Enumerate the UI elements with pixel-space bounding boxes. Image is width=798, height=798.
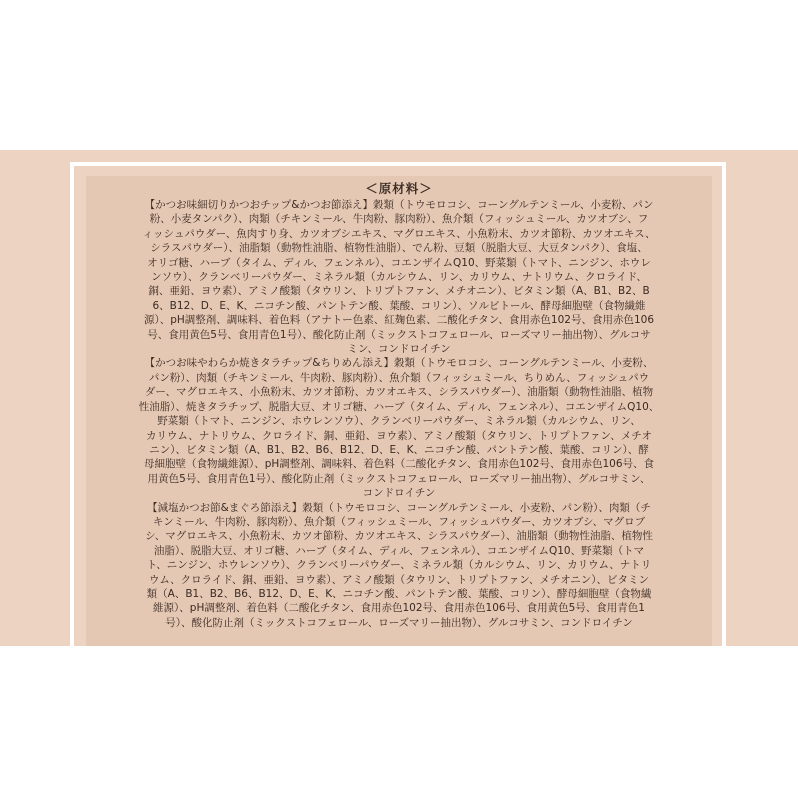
text-line: 号、食用黄色5号、食用青色1号）、酸化防止剤（ミックストコフェロール、ローズマリー抽出物）、グルコサ <box>147 328 651 341</box>
text-line: 類（A、B1、B2、B6、B12、D、E、K、ニコチン酸、パントテン酸、葉酸、コリン）、酵母細胞壁（食物繊 <box>146 587 652 600</box>
ingredients-content <box>138 180 660 630</box>
text-line: 維源）、pH調整剤、着色料（二酸化チタン、食用赤色102号、食用赤色106号、食用黄色5号、食用青色1 <box>153 602 645 615</box>
text-line: 銅、亜鉛、ヨウ素）、アミノ酸類（タウリン、トリプトファン、メチオニン）、ビタミン類（A、B1、B2、B <box>148 285 650 298</box>
text-line: 粉、小麦タンパク）、肉類（チキンミール、牛肉粉、豚肉粉）、魚介類（フィッシュミール、カツオブシ、フ <box>149 213 649 226</box>
text-line: 【減塩かつお節&まぐろ節添え】穀類（トウモロコシ、コーングルテンミール、小麦粉、パン粉）、肉類（チ <box>147 501 651 514</box>
text-line: 源）、pH調整剤、調味料、着色料（アナトー色素、紅麹色素、二酸化チタン、食用赤色102号、食用赤色106 <box>143 314 655 327</box>
text-line: 【かつお味やわらか焼きタラチップ&ちりめん添え】穀類（トウモロコシ、コーングルテンミール、小麦粉、 <box>144 357 654 370</box>
text-line: ィッシュパウダー、魚肉すり身、カツオブシエキス、マグロエキス、小魚粉末、カツオ節粉、カツオエキス、 <box>142 227 656 240</box>
text-line: ウム、クロライド、銅、亜鉛、ヨウ素）、アミノ酸類（タウリン、トリプトファン、メチオニン）、ビタミン <box>148 573 650 586</box>
text-line: 【かつお味細切りかつおチップ&かつお節添え】穀類（トウモロコシ、コーングルテンミール、小麦粉、パン <box>144 199 654 211</box>
text-line: ダー、マグロエキス、小魚粉末、カツオ節粉、カツオエキス、シラスパウダー）、油脂類（動物性油脂、植物 <box>144 386 654 399</box>
text-line: シ、マグロエキス、小魚粉末、カツオ節粉、カツオエキス、シラスパウダー）、油脂類（動物性油脂、植物性 <box>145 530 653 543</box>
ingredients-heading: ＜原材料＞ <box>365 181 433 196</box>
text-line: 油脂）、脱脂大豆、オリゴ糖、ハーブ（タイム、ディル、フェンネル）、コエンザイムQ10、野菜類（トマ <box>153 544 645 557</box>
text-line: 性油脂）、焼きタラチップ、脱脂大豆、オリゴ糖、ハーブ（タイム、ディル、フェンネル）、コエンザイムQ10、 <box>138 400 660 413</box>
text-line: 用黄色5号、食用青色1号）、酸化防止剤（ミックストコフェロール、ローズマリー抽出物）、グルコサミン、 <box>147 472 651 485</box>
text-line: キンミール、牛肉粉、豚肉粉）、魚介類（フィッシュミール、フィッシュパウダー、カツオブシ、マグロブ <box>152 515 646 528</box>
text-line: ンソウ）、クランベリーパウダー、ミネラル類（カルシウム、リン、カリウム、ナトリウム、クロライド、 <box>151 271 647 284</box>
text-line: ニン）、ビタミン類（A、B1、B2、B6、B12、D、E、K、ニコチン酸、パントテン酸、葉酸、コリン）、酵 <box>149 443 649 456</box>
text-line: ト、ニンジン、ホウレンソウ）、クランベリーパウダー、ミネラル類（カルシウム、リン、カリウム、ナトリ <box>146 559 652 572</box>
text-line: 6、B12、D、E、K、ニコチン酸、パントテン酸、葉酸、コリン）、ソルビトール、酵母細胞壁（食物繊維 <box>152 299 646 312</box>
text-line: オリゴ糖、ハーブ（タイム、ディル、フェンネル）、コエンザイムQ10、野菜類（トマト、ニンジン、ホウレ <box>147 256 651 269</box>
text-line: 母細胞壁（食物繊維源）、pH調整剤、調味料、着色料（二酸化チタン、食用赤色102号、食用赤色106号、食 <box>143 458 655 471</box>
text-line: カリウム、ナトリウム、クロライド、銅、亜鉛、ヨウ素）、アミノ酸類（タウリン、トリプトファン、メチオ <box>146 429 652 442</box>
text-line: シラスパウダー）、油脂類（動物性油脂、植物性油脂）、でん粉、豆類（脱脂大豆、大豆タンパク）、食塩、 <box>150 242 648 255</box>
text-line: 野菜類（トマト、ニンジン、ホウレンソウ）、クランベリーパウダー、ミネラル類（カルシウム、リン、 <box>157 415 641 428</box>
text-line: コンドロイチン <box>362 487 436 500</box>
ingredients-text <box>138 198 660 630</box>
text-line: ミン、コンドロイチン <box>347 343 451 356</box>
text-line: パン粉）、肉類（チキンミール、牛肉粉、豚肉粉）、魚介類（フィッシュミール、ちりめん、フィッシュパウ <box>148 371 650 384</box>
text-line: 号）、酸化防止剤（ミックストコフェロール、ローズマリー抽出物）、グルコサミン、コンドロイチン <box>165 616 633 629</box>
